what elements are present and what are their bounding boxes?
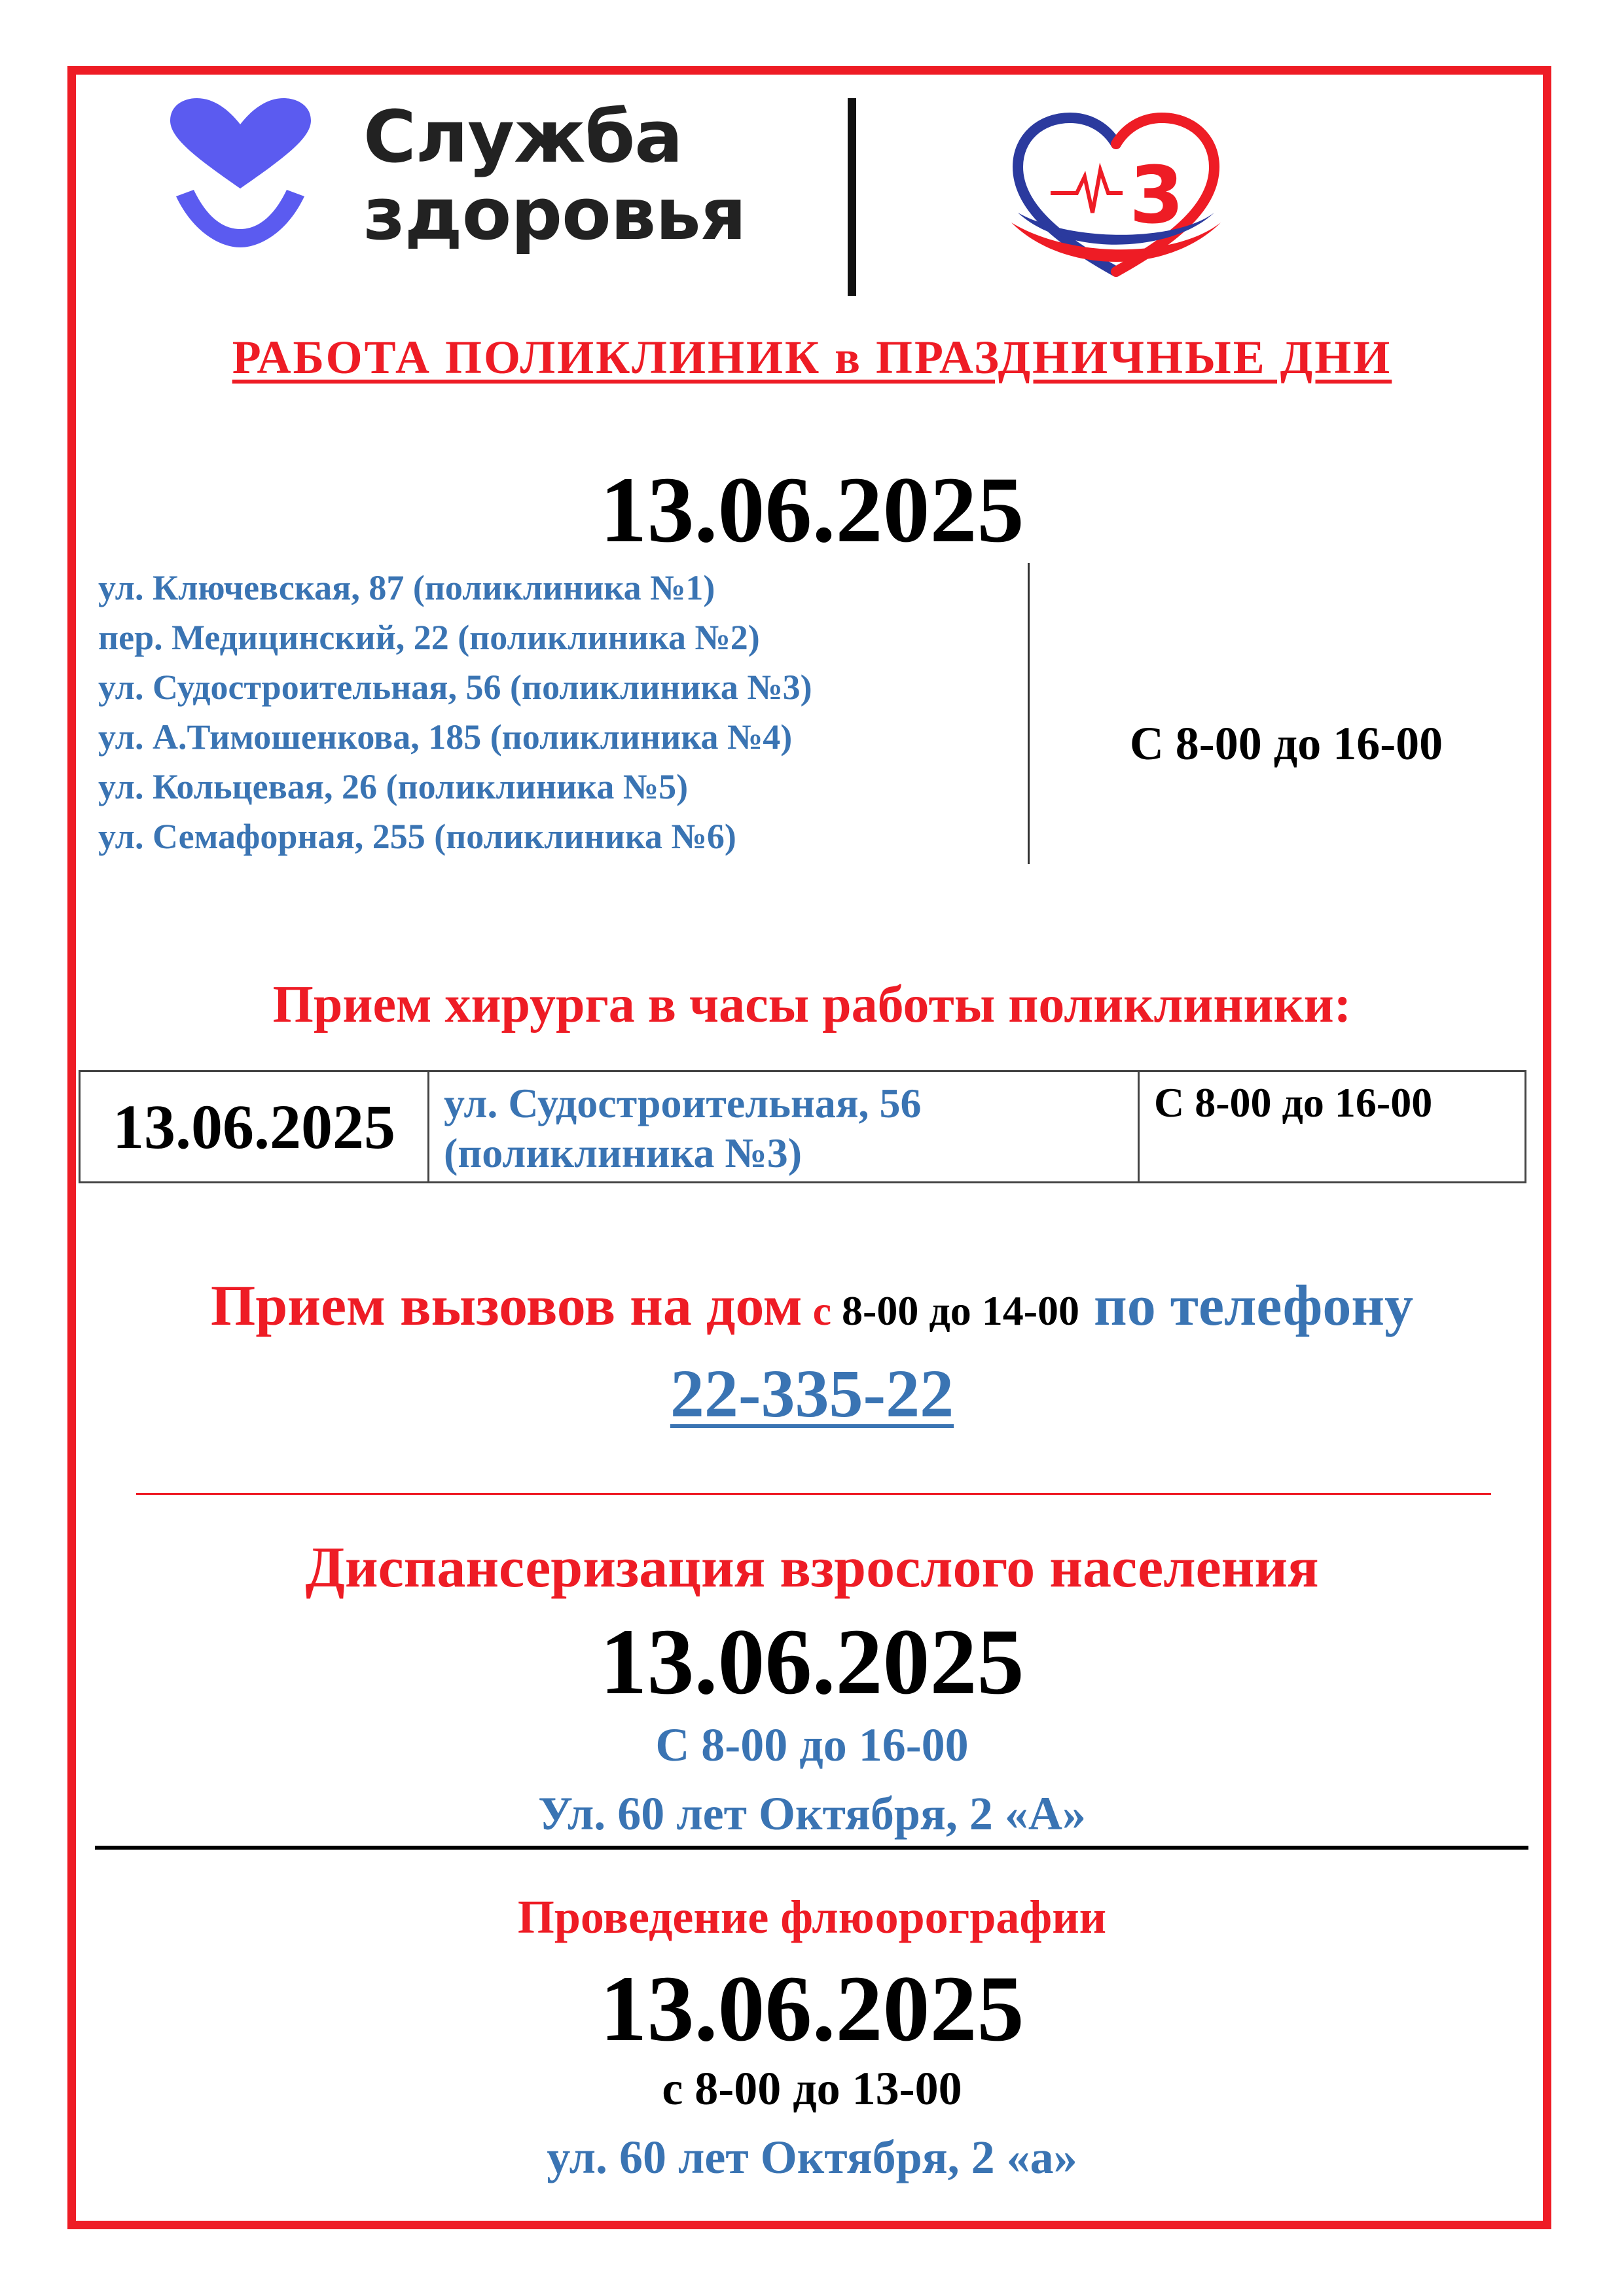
home-calls-start: 8-00 [842, 1287, 919, 1334]
list-item: ул. Ключевская, 87 (поликлиника №1) [98, 568, 715, 607]
home-calls-to: до [918, 1287, 982, 1334]
brand-name [363, 95, 746, 256]
dispensary-date: 13.06.2025 [600, 1610, 1024, 1714]
list-item: пер. Медицинский, 22 (поликлиника №2) [98, 618, 760, 657]
brand-line-2: здоровья [363, 172, 746, 256]
dispensary-address: Ул. 60 лет Октября, 2 «А» [538, 1787, 1086, 1840]
partner-heart-logo-icon [1005, 108, 1227, 285]
home-calls-from: с [802, 1287, 842, 1334]
fluorography-address: ул. 60 лет Октября, 2 «а» [547, 2131, 1077, 2183]
address-divider [1028, 563, 1030, 864]
logo-divider [848, 98, 856, 296]
svg-text:3: 3 [1129, 151, 1184, 242]
home-calls-phone-label: по телефону [1079, 1274, 1414, 1338]
list-item: ул. Судостроительная, 56 (поликлиника №3) [98, 668, 812, 707]
fluorography-date: 13.06.2025 [600, 1957, 1024, 2061]
brand-line-1: Служба [363, 95, 683, 179]
section-divider [136, 1493, 1491, 1495]
clinic-address-list [98, 563, 812, 861]
surgeon-address-line-1: ул. Судостроительная, 56 [444, 1080, 922, 1126]
list-item: ул. Семафорная, 255 (поликлиника №6) [98, 817, 736, 856]
surgeon-date: 13.06.2025 [80, 1071, 429, 1183]
dispensary-hours: С 8-00 до 16-00 [655, 1719, 969, 1771]
home-calls-line [0, 1273, 1624, 1339]
surgeon-address [429, 1071, 1139, 1183]
heart-logo-icon [167, 98, 314, 249]
section-divider [95, 1846, 1528, 1850]
list-item: ул. А.Тимошенкова, 185 (поликлиника №4) [98, 717, 793, 757]
page-title: РАБОТА ПОЛИКЛИНИК в ПРАЗДНИЧНЫЕ ДНИ [232, 331, 1392, 384]
fluorography-title: Проведение флюорографии [517, 1891, 1107, 1943]
surgeon-hours: С 8-00 до 16-00 [1139, 1071, 1526, 1183]
clinics-date: 13.06.2025 [600, 458, 1024, 562]
surgeon-address-line-2: (поликлиника №3) [444, 1130, 803, 1176]
phone-number[interactable]: 22-335-22 [670, 1356, 954, 1431]
clinics-hours: С 8-00 до 16-00 [1129, 717, 1443, 770]
surgeon-table [79, 1070, 1526, 1183]
dispensary-title: Диспансеризация взрослого населения [305, 1536, 1319, 1600]
home-calls-end: 14-00 [981, 1287, 1080, 1334]
fluorography-hours: с 8-00 до 13-00 [662, 2062, 962, 2115]
table-row [80, 1071, 1526, 1183]
surgeon-title: Прием хирурга в часы работы поликлиники: [272, 976, 1352, 1033]
home-calls-label: Прием вызовов на дом [210, 1274, 803, 1338]
list-item: ул. Кольцевая, 26 (поликлиника №5) [98, 767, 689, 806]
